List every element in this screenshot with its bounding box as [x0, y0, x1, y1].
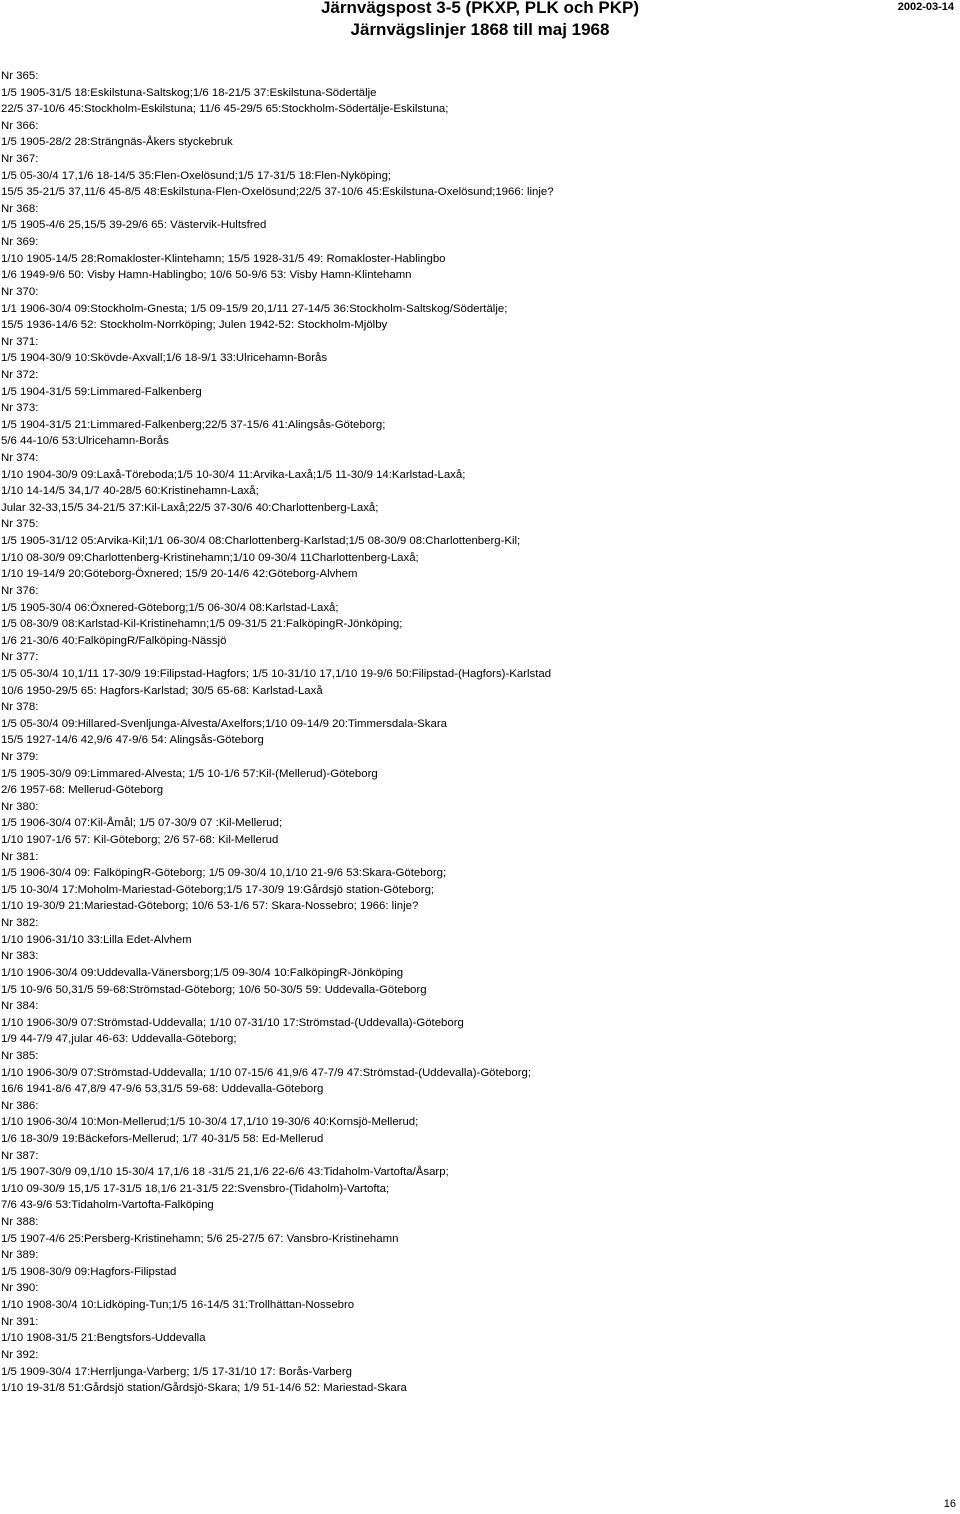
- entry-number-label: Nr 382:: [1, 917, 39, 930]
- entry-line-text: 1/10 1907-1/6 57: Kil-Göteborg; 2/6 57-68: Kil-Mellerud: [1, 834, 279, 847]
- entry-line-text: 1/5 1909-30/4 17:Herrljunga-Varberg; 1/5 17-31/10 17: Borås-Varberg: [1, 1365, 353, 1378]
- entry-line-text: 1/10 1906-31/10 33:Lilla Edet-Alvhem: [1, 933, 192, 946]
- entry-line-text: 7/6 43-9/6 53:Tidaholm-Vartofta-Falköping: [1, 1199, 214, 1212]
- entry-line-text: 1/5 05-30/4 17,1/6 18-14/5 35:Flen-Oxelösund;1/5 17-31/5 18:Flen-Nyköping;: [1, 169, 392, 182]
- entry-line-text: Jular 32-33,15/5 34-21/5 37:Kil-Laxå;22/5 37-30/6 40:Charlottenberg-Laxå;: [1, 501, 379, 514]
- entry-line-text: 16/6 1941-8/6 47,8/9 47-9/6 53,31/5 59-68: Uddevalla-Göteborg: [1, 1083, 324, 1096]
- entry-number-label: Nr 387:: [1, 1149, 39, 1162]
- entry-line-text: 2/6 1957-68: Mellerud-Göteborg: [1, 784, 164, 797]
- entry-line-text: 1/1 1906-30/4 09:Stockholm-Gnesta; 1/5 09-15/9 20,1/11 27-14/5 36:Stockholm-Saltskog/Södertälje;: [1, 302, 508, 315]
- entry-line-text: 10/6 1950-29/5 65: Hagfors-Karlstad; 30/5 65-68: Karlstad-Laxå: [1, 684, 323, 697]
- entry-number-label: Nr 389:: [1, 1249, 39, 1262]
- entry-line-text: 1/5 1905-4/6 25,15/5 39-29/6 65: Västervik-Hultsfred: [1, 219, 267, 232]
- entry-number-label: Nr 385:: [1, 1049, 39, 1062]
- entry-line-text: 1/5 1907-30/9 09,1/10 15-30/4 17,1/6 18 -31/5 21,1/6 22-6/6 43:Tidaholm-Vartofta/Åsarp;: [1, 1166, 449, 1179]
- entry-number-label: Nr 366:: [1, 119, 39, 132]
- entry-line-text: 1/10 1905-14/5 28:Romakloster-Klintehamn; 15/5 1928-31/5 49: Romakloster-Hablingbo: [1, 252, 446, 265]
- entry-line-text: 1/5 1906-30/4 07:Kil-Åmål; 1/5 07-30/9 07 :Kil-Mellerud;: [1, 817, 283, 830]
- document-date: 2002-03-14: [897, 1, 954, 13]
- entry-number-label: Nr 390:: [1, 1282, 39, 1295]
- entry-line-text: 1/10 1906-30/4 09:Uddevalla-Vänersborg;1/5 09-30/4 10:FalköpingR-Jönköping: [1, 966, 404, 979]
- entry-number-label: Nr 373:: [1, 402, 39, 415]
- entry-line-text: 1/5 1907-4/6 25:Persberg-Kristinehamn; 5/6 25-27/5 67: Vansbro-Kristinehamn: [1, 1232, 399, 1245]
- entry-line-text: 1/10 19-14/9 20:Göteborg-Öxnered; 15/9 20-14/6 42:Göteborg-Alvhem: [1, 568, 358, 581]
- entry-line-text: 1/10 1908-30/4 10:Lidköping-Tun;1/5 16-14/5 31:Trollhättan-Nossebro: [1, 1299, 355, 1312]
- entry-number-label: Nr 380:: [1, 800, 39, 813]
- entry-line-text: 1/5 1905-30/4 06:Öxnered-Göteborg;1/5 06-30/4 08:Karlstad-Laxå;: [1, 601, 339, 614]
- entry-line-text: 1/5 1906-30/4 09: FalköpingR-Göteborg; 1/5 09-30/4 10,1/10 21-9/6 53:Skara-Göteborg;: [1, 867, 447, 880]
- entry-line-text: 1/10 1906-30/9 07:Strömstad-Uddevalla; 1/10 07-15/6 41,9/6 47-7/9 47:Strömstad-(Uddevalla)-Göteborg;: [1, 1066, 531, 1079]
- entry-number-label: Nr 367:: [1, 153, 39, 166]
- entry-number-label: Nr 376:: [1, 584, 39, 597]
- entry-line-text: 1/10 1906-30/9 07:Strömstad-Uddevalla; 1/10 07-31/10 17:Strömstad-(Uddevalla)-Göteborg: [1, 1016, 464, 1029]
- entry-number-label: Nr 391:: [1, 1315, 39, 1328]
- entry-number-label: Nr 383:: [1, 950, 39, 963]
- entry-line-text: 1/5 1904-31/5 59:Limmared-Falkenberg: [1, 385, 202, 398]
- entry-number-label: Nr 374:: [1, 452, 39, 465]
- entry-number-label: Nr 371:: [1, 335, 39, 348]
- entry-line-text: 1/5 10-9/6 50,31/5 59-68:Strömstad-Göteborg; 10/6 50-30/5 59: Uddevalla-Göteborg: [1, 983, 427, 996]
- entry-line-text: 15/5 1936-14/6 52: Stockholm-Norrköping; Julen 1942-52: Stockholm-Mjölby: [1, 319, 388, 332]
- entry-line-text: 1/5 1905-31/12 05:Arvika-Kil;1/1 06-30/4 08:Charlottenberg-Karlstad;1/5 08-30/9 08:Charlottenberg-Kil;: [1, 535, 521, 548]
- entry-line-text: 1/6 18-30/9 19:Bäckefors-Mellerud; 1/7 40-31/5 58: Ed-Mellerud: [1, 1133, 324, 1145]
- entry-number-label: Nr 379:: [1, 750, 39, 763]
- entry-number-label: Nr 381:: [1, 850, 39, 863]
- entry-number-label: Nr 368:: [1, 202, 39, 215]
- entry-line-text: 1/5 1905-30/9 09:Limmared-Alvesta; 1/5 10-1/6 57:Kil-(Mellerud)-Göteborg: [1, 767, 378, 780]
- entry-line-text: 1/6 1949-9/6 50: Visby Hamn-Hablingbo; 10/6 50-9/6 53: Visby Hamn-Klintehamn: [1, 269, 412, 282]
- entry-line-text: 1/10 08-30/9 09:Charlottenberg-Kristinehamn;1/10 09-30/4 11Charlottenberg-Laxå;: [1, 551, 419, 564]
- entry-number-label: Nr 384:: [1, 1000, 39, 1013]
- entry-line-text: 22/5 37-10/6 45:Stockholm-Eskilstuna; 11/6 45-29/5 65:Stockholm-Södertälje-Eskilstuna;: [1, 103, 449, 116]
- entry-line-text: 15/5 1927-14/6 42,9/6 47-9/6 54: Alingsås-Göteborg: [1, 734, 264, 747]
- entry-line-text: 1/10 14-14/5 34,1/7 40-28/5 60:Kristinehamn-Laxå;: [1, 485, 259, 498]
- document-subtitle: Järnvägslinjer 1868 till maj 1968: [350, 20, 610, 39]
- entry-line-text: 1/5 1908-30/9 09:Hagfors-Filipstad: [1, 1265, 177, 1278]
- entry-line-text: 1/6 21-30/6 40:FalköpingR/Falköping-Nässjö: [1, 634, 227, 647]
- entry-line-text: 15/5 35-21/5 37,11/6 45-8/5 48:Eskilstuna-Flen-Oxelösund;22/5 37-10/6 45:Eskilstuna-Oxelösund;1966: linje?: [1, 186, 554, 199]
- entry-number-label: Nr 388:: [1, 1216, 39, 1229]
- entry-number-label: Nr 375:: [1, 518, 39, 531]
- entry-line-text: 1/5 1905-28/2 28:Strängnäs-Åkers styckebruk: [1, 136, 233, 149]
- entry-line-text: 1/9 44-7/9 47,jular 46-63: Uddevalla-Göteborg;: [1, 1033, 237, 1046]
- entry-number-label: Nr 365:: [1, 70, 39, 82]
- entry-number-label: Nr 392:: [1, 1348, 39, 1361]
- entry-number-label: Nr 370:: [1, 285, 39, 298]
- entry-line-text: 1/10 19-31/8 51:Gårdsjö station/Gårdsjö-Skara; 1/9 51-14/6 52: Mariestad-Skara: [1, 1382, 407, 1395]
- entry-number-label: Nr 386:: [1, 1099, 39, 1112]
- entry-line-text: 1/5 1904-31/5 21:Limmared-Falkenberg;22/5 37-15/6 41:Alingsås-Göteborg;: [1, 418, 386, 431]
- entry-line-text: 1/5 1905-31/5 18:Eskilstuna-Saltskog;1/6 18-21/5 37:Eskilstuna-Södertälje: [1, 86, 377, 99]
- entry-line-text: 1/5 1904-30/9 10:Skövde-Axvall;1/6 18-9/1 33:Ulricehamn-Borås: [1, 352, 328, 365]
- page-number: 16: [943, 1498, 956, 1510]
- document-title: Järnvägspost 3-5 (PKXP, PLK och PKP): [320, 0, 640, 17]
- entry-line-text: 1/10 09-30/9 15,1/5 17-31/5 18,1/6 21-31/5 22:Svensbro-(Tidaholm)-Vartofta;: [1, 1182, 390, 1195]
- entry-number-label: Nr 372:: [1, 368, 39, 381]
- entry-number-label: Nr 377:: [1, 651, 39, 664]
- railway-line-list: [1, 68, 956, 1397]
- entry-line-text: 1/10 1906-30/4 10:Mon-Mellerud;1/5 10-30/4 17,1/10 19-30/6 40:Kornsjö-Mellerud;: [1, 1116, 419, 1129]
- entry-number-label: Nr 369:: [1, 236, 39, 249]
- entry-number-label: Nr 378:: [1, 701, 39, 714]
- entry-line-text: 1/5 05-30/4 09:Hillared-Svenljunga-Alvesta/Axelfors;1/10 09-14/9 20:Timmersdala-Skara: [1, 717, 447, 730]
- entry-line-text: 1/10 19-30/9 21:Mariestad-Göteborg; 10/6 53-1/6 57: Skara-Nossebro; 1966: linje?: [1, 900, 419, 913]
- entry-line-text: 1/10 1904-30/9 09:Laxå-Töreboda;1/5 10-30/4 11:Arvika-Laxå;1/5 11-30/9 14:Karlstad-Laxå;: [1, 468, 466, 481]
- entry-line-text: 1/5 05-30/4 10,1/11 17-30/9 19:Filipstad-Hagfors; 1/5 10-31/10 17,1/10 19-9/6 50:Filipstad-(Hagfors)-Karlstad: [1, 667, 552, 680]
- entry-line-text: 5/6 44-10/6 53:Ulricehamn-Borås: [1, 435, 169, 448]
- page-header: [0, 0, 960, 50]
- entry-line-text: 1/5 08-30/9 08:Karlstad-Kil-Kristinehamn;1/5 09-31/5 21:FalköpingR-Jönköping;: [1, 618, 403, 631]
- entry-line-text: 1/10 1908-31/5 21:Bengtsfors-Uddevalla: [1, 1332, 206, 1345]
- entry-line-text: 1/5 10-30/4 17:Moholm-Mariestad-Göteborg;1/5 17-30/9 19:Gårdsjö station-Göteborg;: [1, 883, 435, 896]
